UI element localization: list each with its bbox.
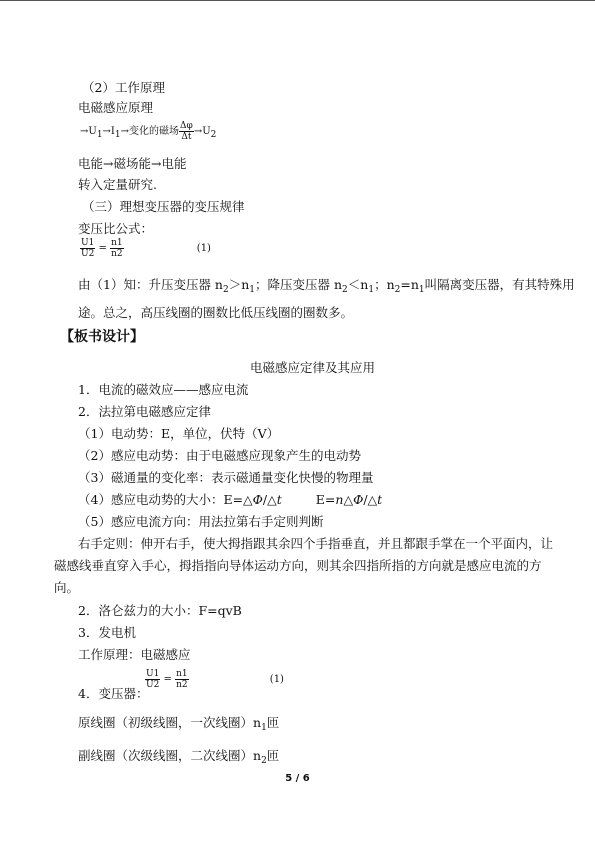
conclusion-line-1: 由（1）知：升压变压器 $n_2>n_1$；降压变压器 $n_2<n_1$；$n_2=n_1$叫隔离变压器，有其特殊用 xyxy=(78,277,575,295)
board-sub-4: （4）感应电动势的大小：E=△Φ/△t E=n△Φ/△t xyxy=(78,492,383,507)
board-item-lorentz: 2．洛仑兹力的大小：F=qvB xyxy=(78,603,242,618)
ratio-label: 变压比公式： xyxy=(78,221,154,236)
primary-coil: 原线圈（初级线圈，一次线圈）$n_1$匝 xyxy=(78,715,280,733)
right-hand-rule-line-3: 向。 xyxy=(54,580,80,595)
page-number: 5 / 6 xyxy=(285,773,310,784)
flux-fraction: $\frac{\Delta\varphi}{\Delta t}$ xyxy=(180,121,193,142)
board-sub-5: （5）感应电流方向：用法拉第右手定则判断 xyxy=(78,514,324,529)
board-title: 电磁感应定律及其应用 xyxy=(250,360,376,375)
board-design-heading: 【板书设计】 xyxy=(60,329,144,345)
right-hand-rule-line-2: 磁感线垂直穿入手心，拇指指向导体运动方向，则其余四指所指的方向就是感应电流的方 xyxy=(54,558,542,573)
section-2-title: （2）工作原理 xyxy=(82,80,165,95)
energy-line: 电能→磁场能→电能 xyxy=(78,156,187,171)
board-sub-1: （1）电动势：E，单位，伏特（V） xyxy=(78,426,280,441)
generator-principle: 工作原理：电磁感应 xyxy=(78,647,191,662)
conclusion-line-2: 途。总之，高压线圈的圈数比低压线圈的圈数多。 xyxy=(78,305,354,320)
ratio-formula-1: $\frac{U1}{U2}$ = $\frac{n1}{n2}$ (1) xyxy=(81,238,211,259)
board-item-2: 2．法拉第电磁感应定律 xyxy=(78,404,211,419)
board-sub-3: （3）磁通量的变化率：表示磁通量变化快慢的物理量 xyxy=(78,470,374,485)
board-item-3: 3．发电机 xyxy=(78,625,136,640)
principle-formula: →U1→I1→变化的磁场 $\frac{\Delta\varphi}{\Delta t}$ →U2 xyxy=(80,121,217,142)
principle-line: 电磁感应原理 xyxy=(78,100,154,115)
top-border xyxy=(0,0,595,1)
secondary-coil: 副线圈（次级线圈，二次线圈）$n_2$匝 xyxy=(78,748,280,766)
right-hand-rule-line-1: 右手定则：伸开右手，使大拇指跟其余四个手指垂直，并且都跟手掌在一个平面内，让 xyxy=(78,536,554,551)
quant-line: 转入定量研究. xyxy=(78,177,157,192)
ratio-formula-2: $\frac{U1}{U2}$ = $\frac{n1}{n2}$ (1) xyxy=(146,669,284,690)
board-sub-2: （2）感应电动势：由于电磁感应现象产生的电动势 xyxy=(78,448,361,463)
board-item-4: 4．变压器： xyxy=(78,686,149,701)
board-item-1: 1．电流的磁效应——感应电流 xyxy=(78,382,249,397)
section-3-title: （三）理想变压器的变压规律 xyxy=(82,199,245,214)
